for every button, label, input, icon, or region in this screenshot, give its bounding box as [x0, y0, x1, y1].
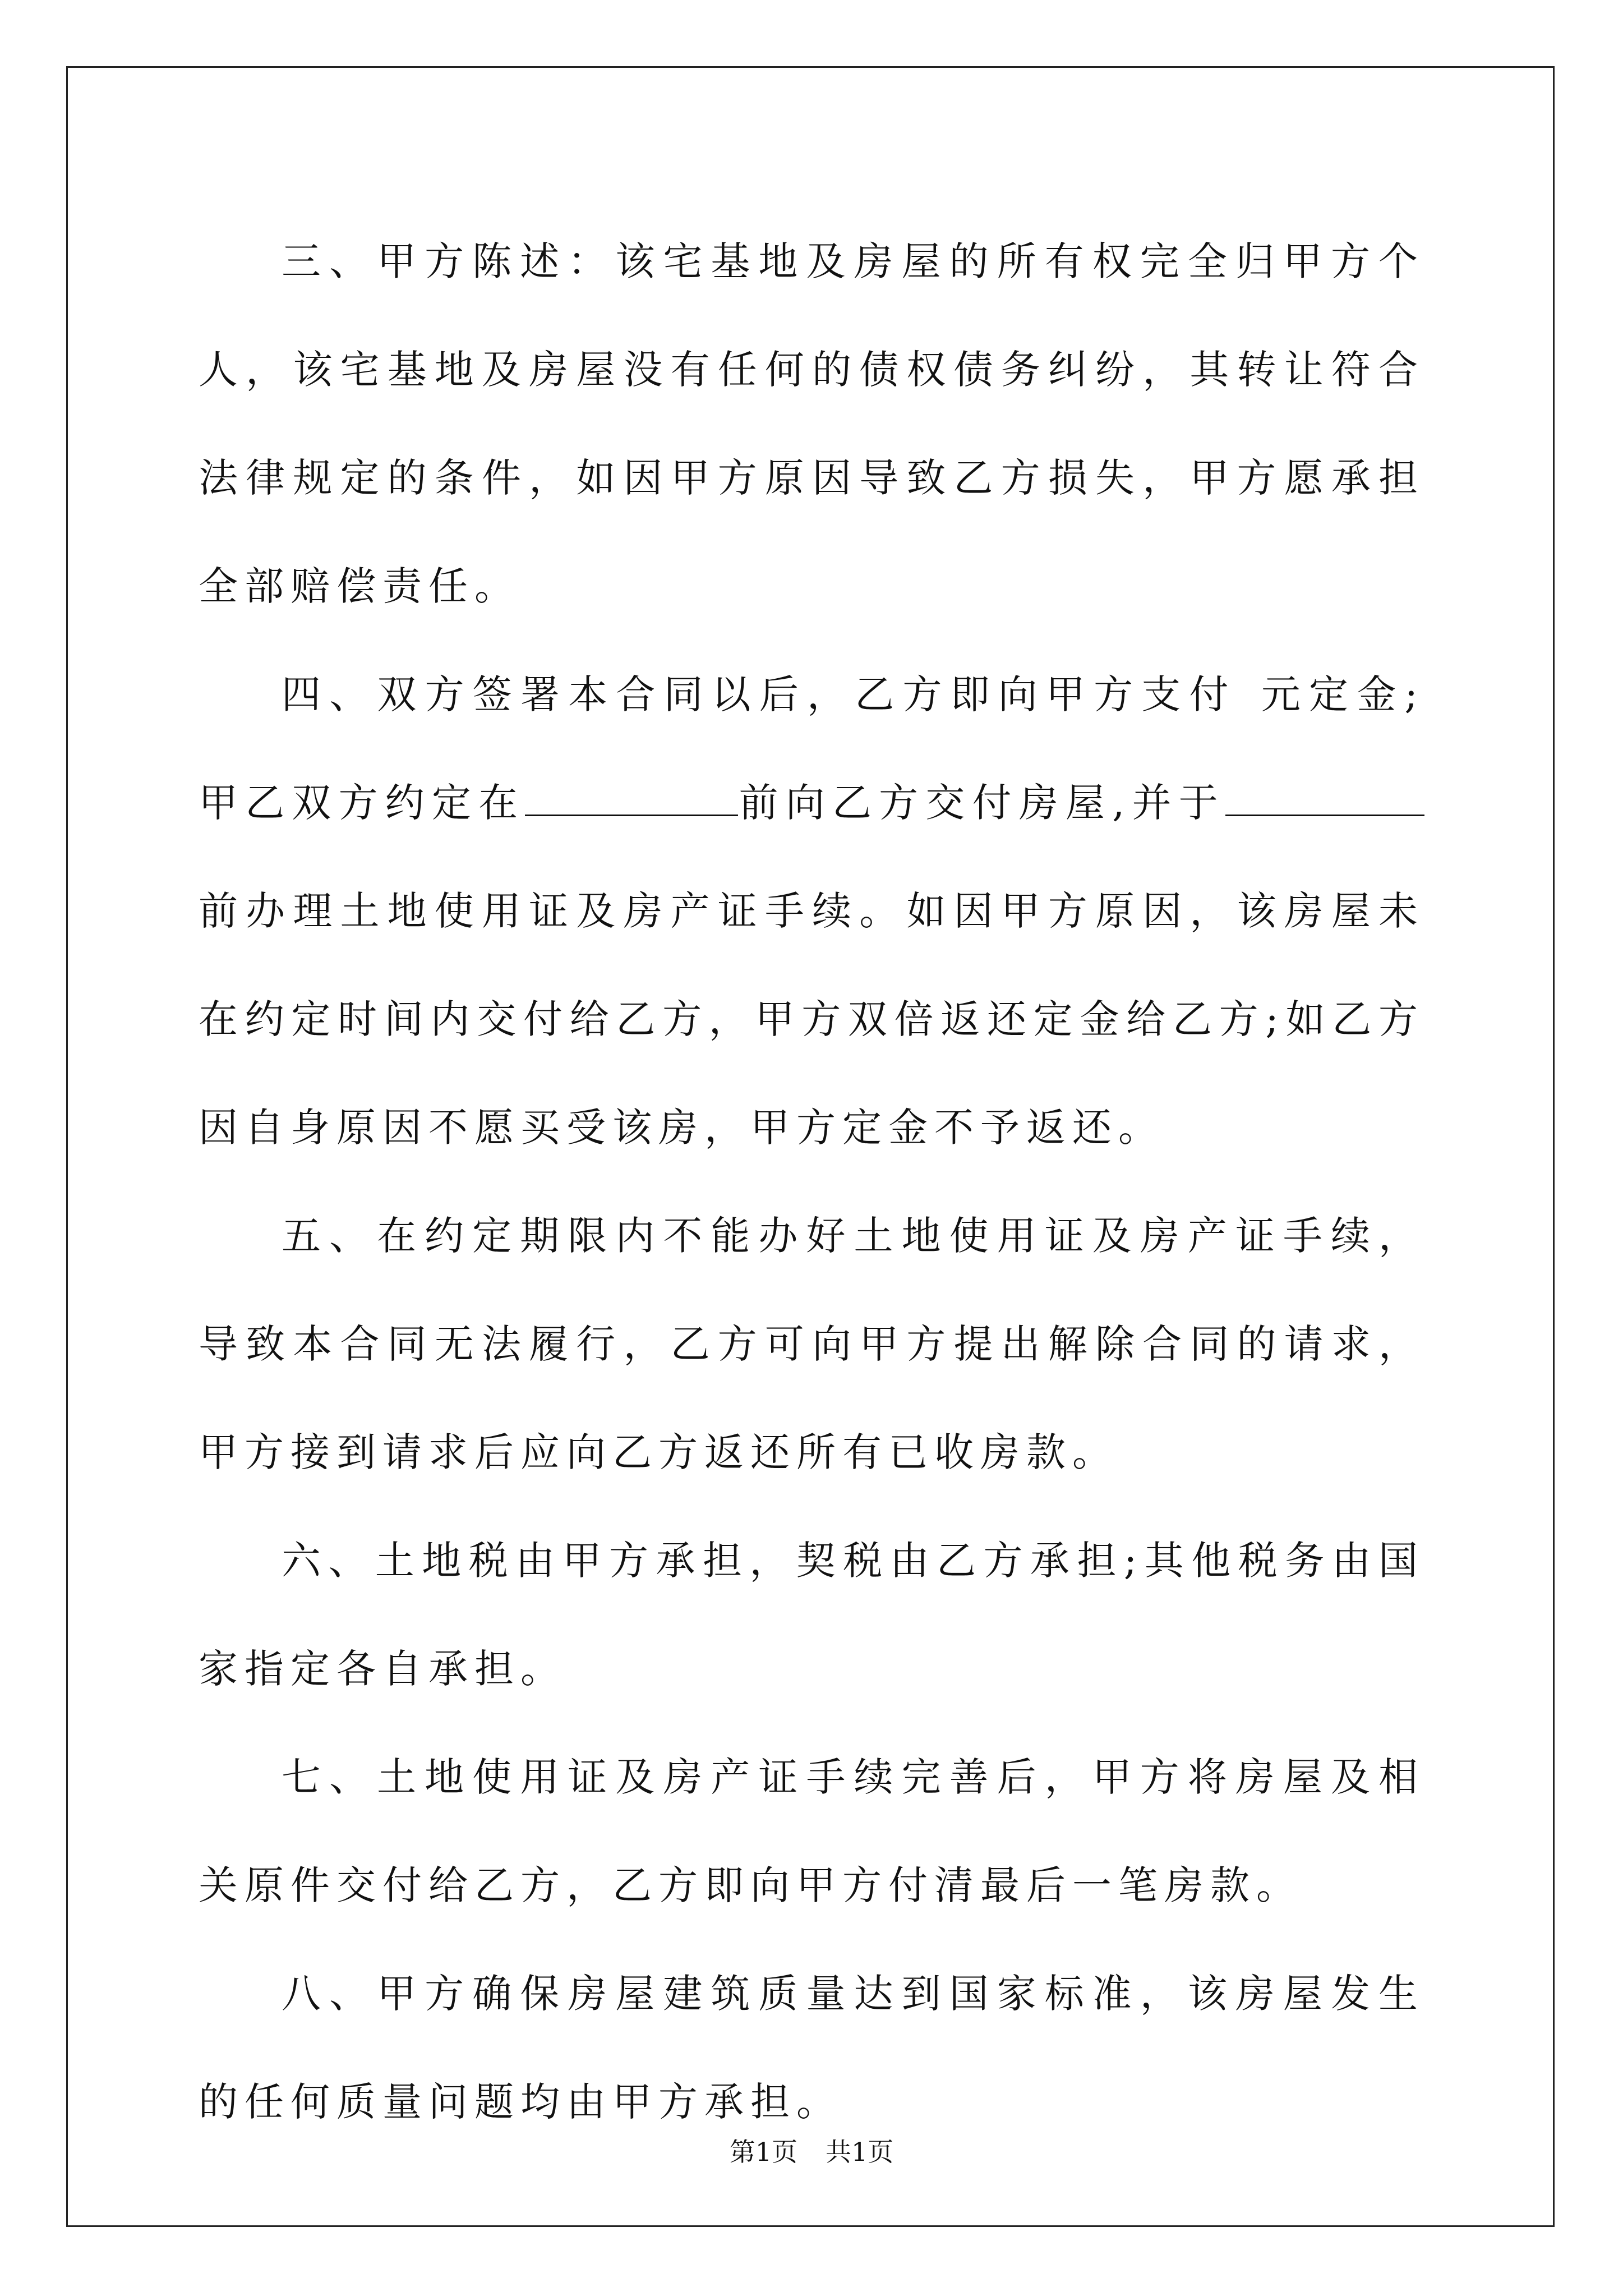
page-total: 共1页 — [826, 2137, 894, 2167]
page-footer — [0, 2132, 1623, 2169]
delivery-date-blank — [525, 782, 738, 816]
clause-5: 五、在约定期限内不能办好土地使用证及房产证手续，导致本合同无法履行，乙方可向甲方提出解除合同的请求，甲方接到请求后应向乙方返还所有已收房款。 — [199, 1213, 1424, 1475]
certificate-date-blank — [1225, 782, 1424, 816]
clause-8: 八、甲方确保房屋建筑质量达到国家标准，该房屋发生的任何质量问题均由甲方承担。 — [199, 1971, 1424, 2125]
page-number: 第1页 — [729, 2137, 797, 2167]
clause-7: 七、土地使用证及房产证手续完善后，甲方将房屋及相关原件交付给乙方，乙方即向甲方付清最后一笔房款。 — [199, 1754, 1424, 1908]
clause-6: 六、土地税由甲方承担，契税由乙方承担;其他税务由国家指定各自承担。 — [199, 1538, 1424, 1692]
clause-4-text-2: 元定金;甲乙双方约定在 — [199, 671, 1424, 826]
clause-4 — [199, 641, 1424, 1182]
document-body — [199, 208, 1424, 2156]
clause-4-text-4: 前办理土地使用证及房产证手续。如因甲方原因，该房屋未在约定时间内交付给乙方，甲方双倍返还定金给乙方;如乙方因自身原因不愿买受该房，甲方定金不予返还。 — [199, 888, 1424, 1151]
clause-3: 三、甲方陈述：该宅基地及房屋的所有权完全归甲方个人，该宅基地及房屋没有任何的债权债务纠纷，其转让符合法律规定的条件，如因甲方原因导致乙方损失，甲方愿承担全部赔偿责任。 — [199, 238, 1424, 609]
clause-4-text-1: 四、双方签署本合同以后，乙方即向甲方支付 — [282, 671, 1237, 717]
clause-4-text-3: 前向乙方交付房屋,并于 — [738, 780, 1225, 826]
